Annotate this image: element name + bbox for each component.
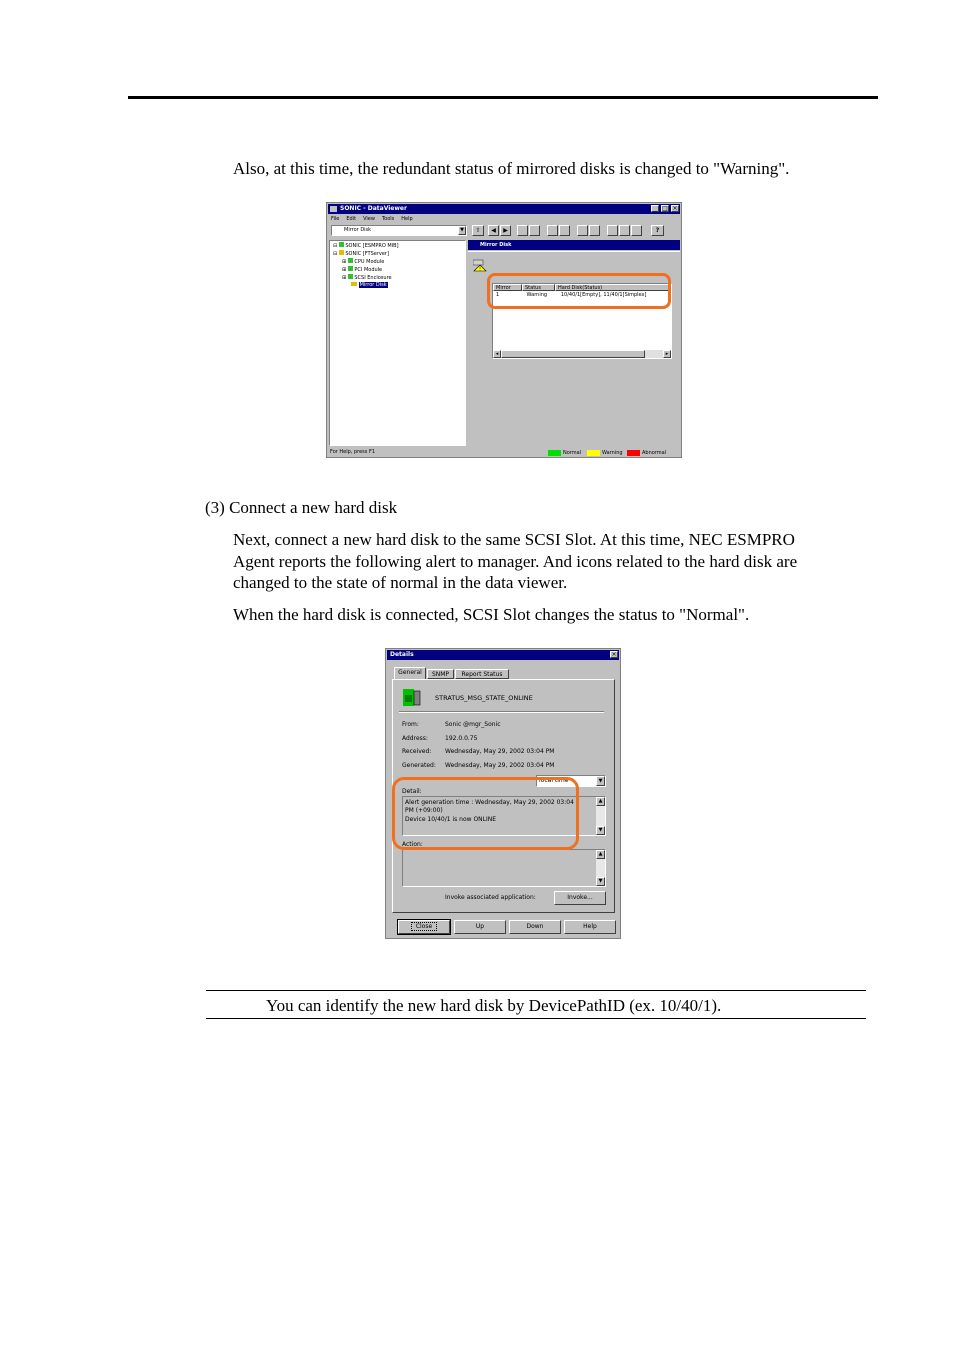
cell-mirror: 1	[496, 292, 500, 298]
menu-edit[interactable]: Edit	[346, 216, 357, 222]
invoke-label: Invoke associated application:	[445, 894, 536, 901]
legend-normal	[548, 449, 581, 457]
toolbar-button-b[interactable]	[589, 225, 600, 236]
menu-file[interactable]: File	[331, 216, 340, 222]
small-icons-button[interactable]	[619, 225, 630, 236]
tab-report-status-label: Report Status	[461, 671, 503, 678]
tree-item-label: SCSI Enclosure	[354, 275, 392, 281]
tree-item[interactable]: ⊞ PCI Module	[342, 267, 383, 273]
tree-pane	[329, 240, 466, 446]
help-button-label: Help	[583, 923, 597, 930]
print-button[interactable]	[547, 225, 558, 236]
dialog-title: Details	[390, 651, 414, 658]
note-top-rule	[206, 990, 866, 991]
legend-label-warning: Warning	[602, 450, 623, 456]
invoke-button[interactable]	[554, 891, 606, 905]
field-label-received: Received:	[402, 748, 432, 755]
menu-view[interactable]: View	[363, 216, 375, 222]
horizontal-scrollbar[interactable]	[493, 350, 671, 358]
print-preview-button[interactable]	[559, 225, 570, 236]
scroll-up-button[interactable]: ▲	[596, 797, 605, 806]
time-zone-value: local time	[539, 777, 569, 784]
disk-icon	[351, 282, 357, 286]
large-icons-button[interactable]	[607, 225, 618, 236]
minimize-button[interactable]: _	[651, 205, 659, 212]
column-header-status[interactable]: Status	[522, 284, 555, 291]
scroll-thumb[interactable]	[501, 350, 645, 358]
field-value-address: 192.0.0.75	[445, 735, 478, 742]
column-header-hard-disk[interactable]: Hard Disk(Status)	[555, 284, 671, 291]
node-combo[interactable]	[331, 225, 467, 236]
tree-item-selected[interactable]	[351, 282, 388, 289]
tree-item[interactable]: ⊞ CPU Module	[342, 259, 385, 265]
scroll-down-button[interactable]: ▼	[596, 826, 605, 835]
tree-item-label: Mirror Disk	[359, 282, 387, 288]
scroll-right-button[interactable]: ▸	[663, 350, 671, 358]
tree-item-label: SONIC [FTServer]	[345, 251, 389, 257]
maximize-button[interactable]: □	[662, 205, 668, 212]
tab-general[interactable]	[394, 667, 426, 679]
action-textbox[interactable]	[402, 849, 606, 887]
dataviewer-window	[326, 202, 682, 458]
window-title: SONIC - DataViewer	[340, 205, 407, 212]
refresh-button[interactable]	[517, 225, 528, 236]
menu-tools[interactable]: Tools	[381, 216, 395, 222]
legend-swatch-normal	[548, 450, 561, 456]
invoke-button-label: Invoke...	[567, 894, 593, 901]
toolbar-button-a[interactable]	[577, 225, 588, 236]
legend-abnormal	[627, 449, 666, 457]
highlight-detail	[392, 777, 579, 850]
note-bottom-rule	[206, 1018, 866, 1019]
up-button[interactable]	[454, 920, 506, 934]
detail-line: Device 10/40/1 is now ONLINE	[405, 816, 497, 823]
detail-pane	[468, 240, 680, 446]
close-button[interactable]	[398, 920, 450, 934]
note-text: You can identify the new hard disk by DevicePathID (ex. 10/40/1).	[266, 996, 722, 1015]
help-context-button[interactable]: ?	[651, 225, 664, 236]
properties-button[interactable]	[529, 225, 540, 236]
warning-icon	[473, 258, 487, 272]
legend-label-abnormal: Abnormal	[642, 450, 667, 456]
close-button-label: Close	[411, 922, 437, 931]
detail-line: PM (+09:00)	[405, 807, 443, 814]
status-help-text: For Help, press F1	[330, 449, 376, 455]
field-label-address: Address:	[402, 735, 428, 742]
scroll-left-button[interactable]: ◂	[493, 350, 501, 358]
panel-title: Mirror Disk	[480, 242, 512, 248]
dataviewer-titlebar	[328, 204, 680, 214]
highlight-table-row	[487, 273, 671, 309]
up-button-label: Up	[475, 923, 485, 930]
header-divider	[399, 711, 604, 713]
app-icon	[330, 206, 337, 212]
server-status-icon	[403, 689, 421, 706]
step-3-heading: (3) Connect a new hard disk	[205, 498, 398, 517]
back-button[interactable]: ◀	[488, 225, 499, 236]
field-label-from: From:	[402, 721, 419, 728]
tree-item[interactable]: ⊞ SCSI Enclosure	[342, 275, 392, 281]
field-label-generated: Generated:	[402, 762, 436, 769]
cell-hard-disk: 10/40/1[Empty], 11/40/1[Simplex]	[560, 292, 647, 298]
legend-swatch-warning	[587, 450, 600, 456]
forward-button[interactable]: ▶	[500, 225, 511, 236]
chevron-down-icon[interactable]: ▼	[596, 776, 605, 786]
legend-label-normal: Normal	[563, 450, 582, 456]
panel-separator	[468, 251, 680, 252]
close-icon[interactable]: ×	[611, 651, 617, 658]
panel-header	[468, 240, 680, 250]
cell-status: Warning	[526, 292, 548, 298]
tab-snmp[interactable]	[427, 669, 454, 679]
detail-scrollbar[interactable]	[596, 797, 605, 835]
close-button[interactable]: ×	[672, 205, 678, 212]
paragraph-connect-line2: Agent reports the following alert to manager. And icons related to the hard disk are	[233, 552, 798, 571]
tree-item[interactable]: ⊟ SONIC [ESMPRO MIB]	[333, 243, 399, 249]
action-label: Action:	[402, 841, 423, 848]
action-scrollbar[interactable]	[596, 850, 605, 886]
menu-help[interactable]: Help	[401, 216, 413, 222]
field-value-generated: Wednesday, May 29, 2002 03:04 PM	[445, 762, 555, 769]
scroll-up-button[interactable]: ▲	[596, 850, 605, 859]
detail-line: Alert generation time : Wednesday, May 29, 2002 03:04	[405, 799, 574, 806]
field-value-from: Sonic @mgr_Sonic	[445, 721, 501, 728]
menu-bar	[331, 215, 413, 223]
header-rule	[128, 96, 878, 99]
details-view-button[interactable]	[631, 225, 642, 236]
paragraph-scsi-normal: When the hard disk is connected, SCSI Slot changes the status to "Normal".	[233, 605, 750, 624]
tab-snmp-label: SNMP	[431, 671, 450, 678]
chevron-down-icon[interactable]: ▼	[458, 226, 466, 235]
tab-report-status[interactable]	[455, 669, 509, 679]
svg-text:!: !	[479, 266, 482, 272]
legend-swatch-abnormal	[627, 450, 640, 456]
tab-general-label: General	[398, 669, 422, 676]
details-titlebar	[387, 650, 619, 660]
detail-label: Detail:	[402, 788, 422, 795]
scroll-down-button[interactable]: ▼	[596, 877, 605, 886]
legend-warning	[587, 449, 623, 457]
event-name: STRATUS_MSG_STATE_ONLINE	[435, 694, 533, 702]
tree-item-label: CPU Module	[354, 259, 385, 265]
field-value-received: Wednesday, May 29, 2002 03:04 PM	[445, 748, 555, 755]
tree-item-label: PCI Module	[354, 267, 383, 273]
status-bar	[329, 448, 679, 456]
help-button[interactable]	[564, 920, 616, 934]
tree-item[interactable]: ⊟ SONIC [FTServer]	[333, 251, 389, 257]
tree-item-label: SONIC [ESMPRO MIB]	[345, 243, 399, 249]
up-folder-button[interactable]: ⇧	[472, 225, 484, 236]
node-combo-value: Mirror Disk	[344, 227, 372, 233]
paragraph-warning-status: Also, at this time, the redundant status of mirrored disks is changed to "Warning".	[233, 159, 790, 178]
column-header-mirror[interactable]: Mirror	[493, 284, 522, 291]
down-button[interactable]	[509, 920, 561, 934]
down-button-label: Down	[526, 923, 544, 930]
paragraph-connect-line1: Next, connect a new hard disk to the same SCSI Slot. At this time, NEC ESMPRO	[233, 530, 795, 549]
paragraph-connect-line3: changed to the state of normal in the data viewer.	[233, 573, 568, 592]
